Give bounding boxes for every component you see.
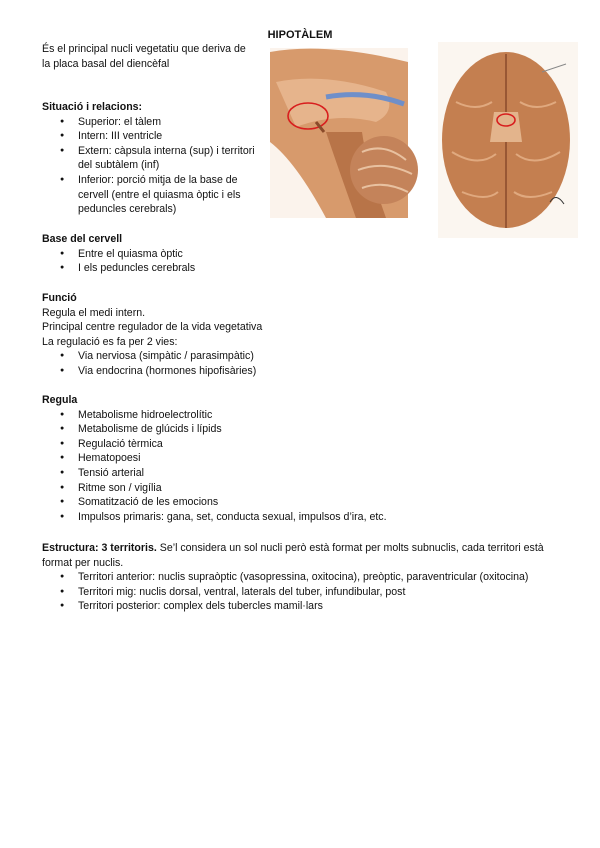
base-list <box>42 247 342 276</box>
list-item: ● Ritme son / vigília <box>42 481 542 496</box>
situacio-section <box>42 100 260 217</box>
list-item: ● Intern: III ventricle <box>42 129 260 144</box>
list-item: ● Somatització de les emocions <box>42 495 542 510</box>
list-item: ● Entre el quiasma òptic <box>42 247 342 262</box>
anatomy-figures <box>266 42 578 238</box>
list-item: ● Territori posterior: complex dels tubercles mamil·lars <box>42 599 562 614</box>
list-item: ● Superior: el tàlem <box>42 115 260 130</box>
funcio-line: Principal centre regulador de la vida vegetativa <box>42 321 263 334</box>
list-item: ● Territori anterior: nuclis supraòptic (vasopressina, oxitocina), preòptic, paraventricular (oxitocina) <box>42 570 562 585</box>
intro-line: la placa basal del diencèfal <box>42 57 170 70</box>
list-item: ● Regulació tèrmica <box>42 437 542 452</box>
list-item: ● Via endocrina (hormones hipofisàries) <box>42 364 442 379</box>
estructura-paragraph <box>42 541 562 570</box>
situacio-list <box>42 115 260 217</box>
situacio-heading: Situació i relacions: <box>42 101 143 113</box>
list-item: ● Metabolisme de glúcids i lípids <box>42 422 542 437</box>
sagittal-brain-image <box>270 48 418 218</box>
list-item: ● I els peduncles cerebrals <box>42 261 342 276</box>
regula-section <box>42 393 542 524</box>
regula-list <box>42 408 542 525</box>
estructura-heading: Estructura: 3 territoris. <box>42 542 157 554</box>
estructura-list <box>42 570 562 614</box>
regula-heading: Regula <box>42 394 78 406</box>
list-item: ● Via nerviosa (simpàtic / parasimpàtic) <box>42 349 442 364</box>
list-item: ● Territori mig: nuclis dorsal, ventral, laterals del tuber, infundibular, post <box>42 585 562 600</box>
base-section <box>42 232 342 276</box>
estructura-section <box>42 541 562 614</box>
page-title: HIPOTÀLEM <box>267 29 333 41</box>
brain-illustrations <box>266 42 578 238</box>
basal-brain-image <box>438 42 578 238</box>
list-item: ● Tensió arterial <box>42 466 542 481</box>
list-item: ● Hematopoesi <box>42 451 542 466</box>
base-heading: Base del cervell <box>42 233 123 245</box>
funcio-heading: Funció <box>42 292 77 304</box>
funcio-line: La regulació es fa per 2 vies: <box>42 335 178 348</box>
funcio-line: Regula el medi intern. <box>42 306 146 319</box>
funcio-list <box>42 349 442 378</box>
estructura-text: Se’l considera un sol nucli però està format per molts subnuclis, cada territori està format per nuclis. <box>42 542 544 569</box>
list-item: ● Impulsos primaris: gana, set, conducta sexual, impulsos d’ira, etc. <box>42 510 542 525</box>
list-item: ● Extern: càpsula interna (sup) i territori del subtàlem (inf) <box>42 144 260 173</box>
list-item: ● Inferior: porció mitja de la base de cervell (entre el quiasma òptic i els peduncles cerebrals) <box>42 173 260 217</box>
funcio-section <box>42 291 442 379</box>
intro-line: És el principal nucli vegetatiu que deriva de <box>42 43 246 55</box>
intro-paragraph <box>42 42 262 71</box>
list-item: ● Metabolisme hidroelectrolític <box>42 408 542 423</box>
